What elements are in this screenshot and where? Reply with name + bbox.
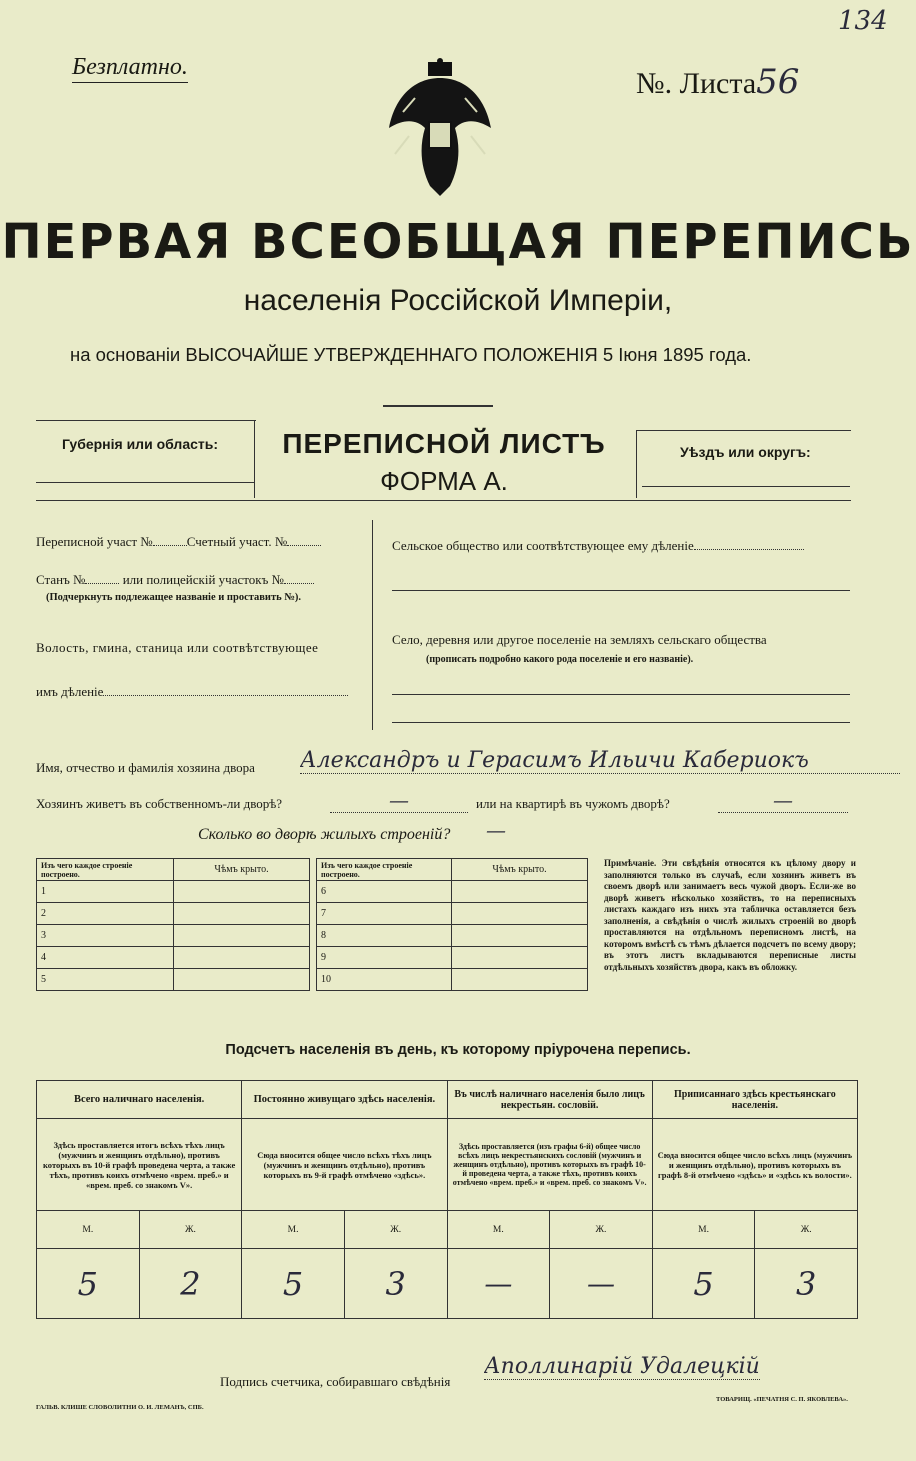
row-number: 7 xyxy=(317,903,452,925)
buildings-table-right xyxy=(316,858,588,991)
other-yard-value[interactable]: — xyxy=(718,788,848,813)
owner-name-label: Имя, отчество и фамилія хозяина двора xyxy=(36,760,255,775)
rural-society-line xyxy=(392,590,850,591)
settlement-label: Село, деревня или другое поселеніе на земляхъ сельскаго общества xyxy=(392,632,767,647)
district-label: Уѣздъ или округъ: xyxy=(680,444,811,460)
roof-header: Чѣмъ крыто. xyxy=(452,859,588,881)
buildings-question: Сколько во дворѣ жилыхъ строеній? xyxy=(198,826,451,843)
total-present-male[interactable]: 5 xyxy=(37,1249,140,1319)
male-label: М. xyxy=(242,1211,345,1249)
total-present-female[interactable]: 2 xyxy=(139,1249,242,1319)
female-label: Ж. xyxy=(755,1211,858,1249)
row-number: 6 xyxy=(317,881,452,903)
buildings-table-left xyxy=(36,858,310,991)
stan-field[interactable] xyxy=(85,583,119,584)
total-present-header: Всего наличнаго населенія. xyxy=(37,1081,242,1119)
row-number: 1 xyxy=(37,881,174,903)
registered-peasant-female[interactable]: 3 xyxy=(755,1249,858,1319)
buildings-note: Примѣчаніе. Эти свѣдѣнія относятся къ цѣлому двору и заполняются только въ случаѣ, если хозяинъ живетъ въ своемъ дворѣ или занимаетъ весь чужой дворъ. Если-же во дворѣ живетъ нѣсколько хозяйствъ, то на переписныхъ листахъ каждаго изъ нихъ эта табличка оставляется безъ заполненія, а свѣдѣнія о числѣ жилыхъ строеній во дворѣ проставляются на отдѣльномъ переписномъ листѣ, на которомъ вмѣстѣ съ тѣмъ дѣлается подсчетъ по всему двору; въ этотъ листъ вкладываются переписные листы отдѣльныхъ хозяйствъ двора, какъ въ обложку. xyxy=(604,858,856,972)
table-cell[interactable] xyxy=(452,947,588,969)
permanent-male[interactable]: 5 xyxy=(242,1249,345,1319)
row-number: 8 xyxy=(317,925,452,947)
settlement-note: (прописать подробно какого рода поселеніе и его названіе). xyxy=(426,654,694,665)
own-yard-label: Хозяинъ живетъ въ собственномъ-ли дворѣ? xyxy=(36,796,283,811)
tally-title: Подсчетъ населенія въ день, къ которому пріурочена перепись. xyxy=(225,1042,691,1058)
sheet-title: ПЕРЕПИСНОЙ ЛИСТЪ xyxy=(282,428,606,459)
stan-label: Станъ № xyxy=(36,572,86,587)
total-present-desc: Здѣсь проставляется итогъ всѣхъ тѣхъ лицъ (мужчинъ и женщинъ отдѣльно), противъ которыхъ въ 10-й графѣ проведена черта, а также тѣхъ, противъ коихъ отмѣчено «врем. преб.» и «врем. преб. со знакомъ V». xyxy=(37,1119,242,1211)
row-number: 10 xyxy=(317,969,452,991)
table-cell[interactable] xyxy=(452,925,588,947)
row-number: 4 xyxy=(37,947,174,969)
non-peasant-female[interactable]: — xyxy=(550,1249,653,1319)
division-label: имъ дѣленіе xyxy=(36,684,104,699)
police-field[interactable] xyxy=(284,583,314,584)
other-yard-label: или на квартирѣ въ чужомъ дворѣ? xyxy=(476,796,670,811)
permanent-desc: Сюда вносится общее число всѣхъ тѣхъ лицъ (мужчинъ и женщинъ отдѣльно), противъ которыхъ въ 9-й графѣ отмѣчено «здѣсь». xyxy=(242,1119,447,1211)
row-number: 9 xyxy=(317,947,452,969)
footer-left: ГАЛЬВ. КЛИШЕ СЛОВОЛИТНИ О. И. ЛЕМАНЪ, СПБ. xyxy=(36,1404,204,1411)
table-cell[interactable] xyxy=(452,969,588,991)
roof-header: Чѣмъ крыто. xyxy=(174,859,310,881)
signature-label: Подпись счетчика, собиравшаго свѣдѣнія xyxy=(220,1374,451,1389)
count-district-label: Счетный участ. № xyxy=(186,534,288,549)
form-title: ПЕРВАЯ ВСЕОБЩАЯ ПЕРЕПИСЬ xyxy=(1,214,915,270)
permanent-header: Постоянно живущаго здѣсь населенія. xyxy=(242,1081,447,1119)
male-label: М. xyxy=(37,1211,140,1249)
material-header: Изъ чего каждое строеніе построено. xyxy=(37,859,174,881)
province-label: Губернія или область: xyxy=(62,436,219,452)
population-tally-table xyxy=(36,1080,858,1319)
row-number: 5 xyxy=(37,969,174,991)
table-cell[interactable] xyxy=(452,903,588,925)
row-number: 2 xyxy=(37,903,174,925)
corner-number: 134 xyxy=(838,6,888,36)
registered-peasant-header: Приписаннаго здѣсь крестьянскаго населенія. xyxy=(652,1081,857,1119)
female-label: Ж. xyxy=(139,1211,242,1249)
table-cell[interactable] xyxy=(174,881,310,903)
male-label: М. xyxy=(652,1211,755,1249)
non-peasant-male[interactable]: — xyxy=(447,1249,550,1319)
registered-peasant-male[interactable]: 5 xyxy=(652,1249,755,1319)
enum-district-label: Переписной участ № xyxy=(36,534,153,549)
stan-note: (Подчеркнуть подлежащее названіе и проставить №). xyxy=(46,592,301,603)
buildings-answer[interactable]: — xyxy=(486,818,506,842)
ornament-divider xyxy=(383,405,493,407)
female-label: Ж. xyxy=(344,1211,447,1249)
material-header: Изъ чего каждое строеніе построено. xyxy=(317,859,452,881)
form-subtitle: населенія Россійской Имперіи, xyxy=(243,284,673,317)
table-cell[interactable] xyxy=(174,925,310,947)
count-district-field[interactable] xyxy=(287,545,321,546)
male-label: М. xyxy=(447,1211,550,1249)
signature-value[interactable]: Аполлинарій Удалецкій xyxy=(484,1354,760,1379)
owner-name-value[interactable]: Александръ и Герасимъ Ильичи Кабериокъ xyxy=(300,748,900,774)
female-label: Ж. xyxy=(550,1211,653,1249)
sheet-number-label: №. Листа xyxy=(636,67,757,100)
non-peasant-header: Въ числѣ наличнаго населенія было лицъ некрестьян. сословій. xyxy=(447,1081,652,1119)
table-cell[interactable] xyxy=(174,947,310,969)
form-letter: ФОРМА А. xyxy=(380,466,508,496)
volost-label: Волость, гмина, станица или соотвѣтствующее xyxy=(36,640,319,655)
table-cell[interactable] xyxy=(174,969,310,991)
enum-district-field[interactable] xyxy=(153,545,187,546)
table-cell[interactable] xyxy=(452,881,588,903)
coat-of-arms-emblem xyxy=(385,58,495,198)
row-number: 3 xyxy=(37,925,174,947)
rural-society-label: Сельское общество или соотвѣтствующее ему дѣленіе xyxy=(392,538,694,553)
registered-peasant-desc: Сюда вносится общее число всѣхъ лицъ (мужчинъ и женщинъ отдѣльно), противъ которыхъ въ графѣ 8-й отмѣчено «здѣсь» и «здѣсь къ волости». xyxy=(652,1119,857,1211)
table-cell[interactable] xyxy=(174,903,310,925)
own-yard-value[interactable]: — xyxy=(330,788,468,813)
permanent-female[interactable]: 3 xyxy=(344,1249,447,1319)
police-label: или полицейскій участокъ № xyxy=(122,572,284,587)
free-label: Безплатно. xyxy=(72,54,188,83)
basis-line: на основаніи ВЫСОЧАЙШЕ УТВЕРЖДЕННАГО ПОЛОЖЕНІЯ 5 Іюня 1895 года. xyxy=(70,344,752,365)
sheet-number xyxy=(636,62,799,102)
footer-right: ТОВАРИЩ. «ПЕЧАТНЯ С. П. ЯКОВЛЕВА». xyxy=(716,1396,848,1403)
rural-society-field[interactable] xyxy=(694,549,804,550)
sheet-number-value: 56 xyxy=(756,62,800,102)
division-field[interactable] xyxy=(103,695,348,696)
non-peasant-desc: Здѣсь проставляется (изъ графы 6-й) общее число всѣхъ лицъ некрестьянскихъ сословій (мужчинъ и женщинъ отдѣльно), противъ которыхъ въ графѣ 10-й проведена черта, а также тѣхъ, противъ коихъ отмѣчено «врем. преб.» и «врем. преб. со знакомъ V». xyxy=(447,1119,652,1211)
